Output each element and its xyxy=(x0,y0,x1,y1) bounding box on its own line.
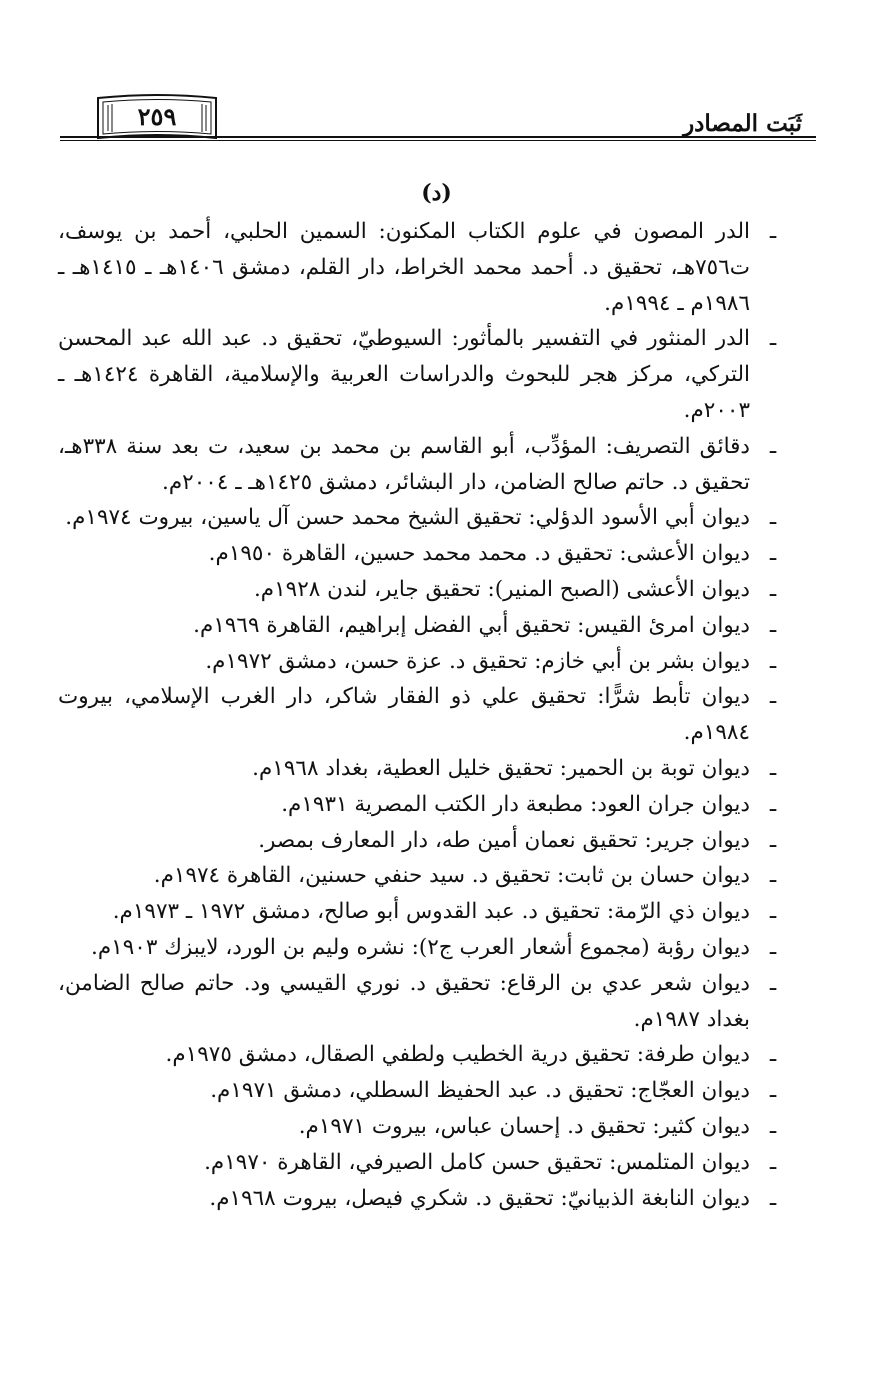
bibliography-entry xyxy=(58,930,784,966)
entry-bullet: ـ xyxy=(769,612,777,638)
bibliography-entry xyxy=(58,500,784,536)
entry-text: ديوان بشر بن أبي خازم: تحقيق د. عزة حسن، دمشق ١٩٧٢م. xyxy=(205,648,750,674)
entry-bullet: ـ xyxy=(769,791,777,817)
entry-bullet: ـ xyxy=(769,648,777,674)
entry-text: ديوان العجّاج: تحقيق د. عبد الحفيظ السطلي، دمشق ١٩٧١م. xyxy=(210,1078,750,1104)
entry-bullet: ـ xyxy=(769,899,777,925)
entry-text: ديوان الأعشى: تحقيق د. محمد محمد حسين، القاهرة ١٩٥٠م. xyxy=(208,541,750,567)
bibliography-entry xyxy=(58,572,784,608)
bibliography-entry xyxy=(58,608,784,644)
entry-text: الدر المنثور في التفسير بالمأثور: السيوطيّ، تحقيق د. عبد الله عبد المحسن التركي، مركز هجر للبحوث والدراسات العربية والإسلامية، القاهرة ١٤٢٤هـ ـ ٢٠٠٣م. xyxy=(58,326,750,423)
entry-text: ديوان تأبط شرًّا: تحقيق علي ذو الفقار شاكر، دار الغرب الإسلامي، بيروت ١٩٨٤م. xyxy=(58,684,750,746)
bibliography-entry xyxy=(58,751,784,787)
running-title: ثَبَت المصادر xyxy=(683,110,802,137)
entry-text: ديوان رؤبة (مجموع أشعار العرب ج٢): نشره وليم بن الورد، لايبزك ١٩٠٣م. xyxy=(91,934,750,960)
entry-bullet: ـ xyxy=(769,1185,777,1211)
page-header xyxy=(60,84,816,154)
entry-bullet: ـ xyxy=(769,1042,777,1068)
entry-text: ديوان النابغة الذبيانيّ: تحقيق د. شكري فيصل، بيروت ١٩٦٨م. xyxy=(209,1185,750,1211)
entry-bullet: ـ xyxy=(769,219,777,244)
bibliography-entry xyxy=(58,214,784,321)
entry-bullet: ـ xyxy=(769,934,777,960)
entry-bullet: ـ xyxy=(769,541,777,567)
entry-text: ديوان كثير: تحقيق د. إحسان عباس، بيروت ١٩٧١م. xyxy=(298,1113,750,1139)
entry-text: ديوان توبة بن الحمير: تحقيق خليل العطية، بغداد ١٩٦٨م. xyxy=(252,755,750,781)
bibliography-entry xyxy=(58,644,784,680)
bibliography-entry xyxy=(58,966,784,1038)
bibliography-entry xyxy=(58,679,784,751)
bibliography-entry xyxy=(58,321,784,428)
bibliography-entry xyxy=(58,894,784,930)
entry-bullet: ـ xyxy=(769,755,777,781)
bibliography-entry xyxy=(58,1145,784,1181)
bibliography-entry xyxy=(58,858,784,894)
bibliography-entry xyxy=(58,823,784,859)
entry-text: ديوان طرفة: تحقيق درية الخطيب ولطفي الصقال، دمشق ١٩٧٥م. xyxy=(165,1042,750,1068)
entry-bullet: ـ xyxy=(769,433,777,459)
entry-text: ديوان جران العود: مطبعة دار الكتب المصرية ١٩٣١م. xyxy=(281,791,750,817)
entry-text: ديوان المتلمس: تحقيق حسن كامل الصيرفي، القاهرة ١٩٧٠م. xyxy=(204,1149,750,1175)
entry-text: ديوان الأعشى (الصبح المنير): تحقيق جاير، لندن ١٩٢٨م. xyxy=(253,576,750,602)
bibliography-entry xyxy=(58,787,784,823)
page-number-badge xyxy=(92,92,222,142)
header-rule-thin xyxy=(60,140,816,141)
entry-bullet: ـ xyxy=(769,684,777,710)
header-rule xyxy=(60,136,816,138)
entry-bullet: ـ xyxy=(769,576,777,602)
bibliography-entry xyxy=(58,1181,784,1217)
entry-bullet: ـ xyxy=(769,326,777,352)
entry-text: ديوان أبي الأسود الدؤلي: تحقيق الشيخ محمد حسن آل ياسين، بيروت ١٩٧٤م. xyxy=(65,505,750,531)
bibliography-list xyxy=(58,214,784,1216)
entry-bullet: ـ xyxy=(769,970,777,996)
entry-text: الدر المصون في علوم الكتاب المكنون: السمين الحلبي، أحمد بن يوسف، ت٧٥٦هـ، تحقيق د. أحمد محمد الخراط، دار القلم، دمشق ١٤٠٦هـ ـ ١٤١٥هـ ـ ١٩٨٦م ـ ١٩٩٤م. xyxy=(58,219,750,316)
section-heading: (د) xyxy=(421,180,452,206)
entry-text: ديوان جرير: تحقيق نعمان أمين طه، دار المعارف بمصر. xyxy=(258,827,750,853)
entry-bullet: ـ xyxy=(769,1078,777,1104)
entry-text: دقائق التصريف: المؤدِّب، أبو القاسم بن محمد بن سعيد، ت بعد سنة ٣٣٨هـ، تحقيق د. حاتم صالح الضامن، دار البشائر، دمشق ١٤٢٥هـ ـ ٢٠٠٤م. xyxy=(58,433,750,495)
entry-text: ديوان شعر عدي بن الرقاع: تحقيق د. نوري القيسي ود. حاتم صالح الضامن، بغداد ١٩٨٧م. xyxy=(58,970,750,1032)
entry-bullet: ـ xyxy=(769,827,777,853)
entry-bullet: ـ xyxy=(769,863,777,889)
page-number: ٢٥٩ xyxy=(137,102,177,131)
bibliography-entry xyxy=(58,429,784,501)
bibliography-entry xyxy=(58,1109,784,1145)
entry-bullet: ـ xyxy=(769,505,777,531)
bibliography-entry xyxy=(58,1037,784,1073)
entry-text: ديوان حسان بن ثابت: تحقيق د. سيد حنفي حسنين، القاهرة ١٩٧٤م. xyxy=(153,863,750,889)
bibliography-entry xyxy=(58,536,784,572)
entry-bullet: ـ xyxy=(769,1149,777,1175)
bibliography-entry xyxy=(58,1073,784,1109)
entry-text: ديوان ذي الرّمة: تحقيق د. عبد القدوس أبو صالح، دمشق ١٩٧٢ ـ ١٩٧٣م. xyxy=(112,899,750,925)
entry-text: ديوان امرئ القيس: تحقيق أبي الفضل إبراهيم، القاهرة ١٩٦٩م. xyxy=(193,612,750,638)
entry-bullet: ـ xyxy=(769,1113,777,1139)
